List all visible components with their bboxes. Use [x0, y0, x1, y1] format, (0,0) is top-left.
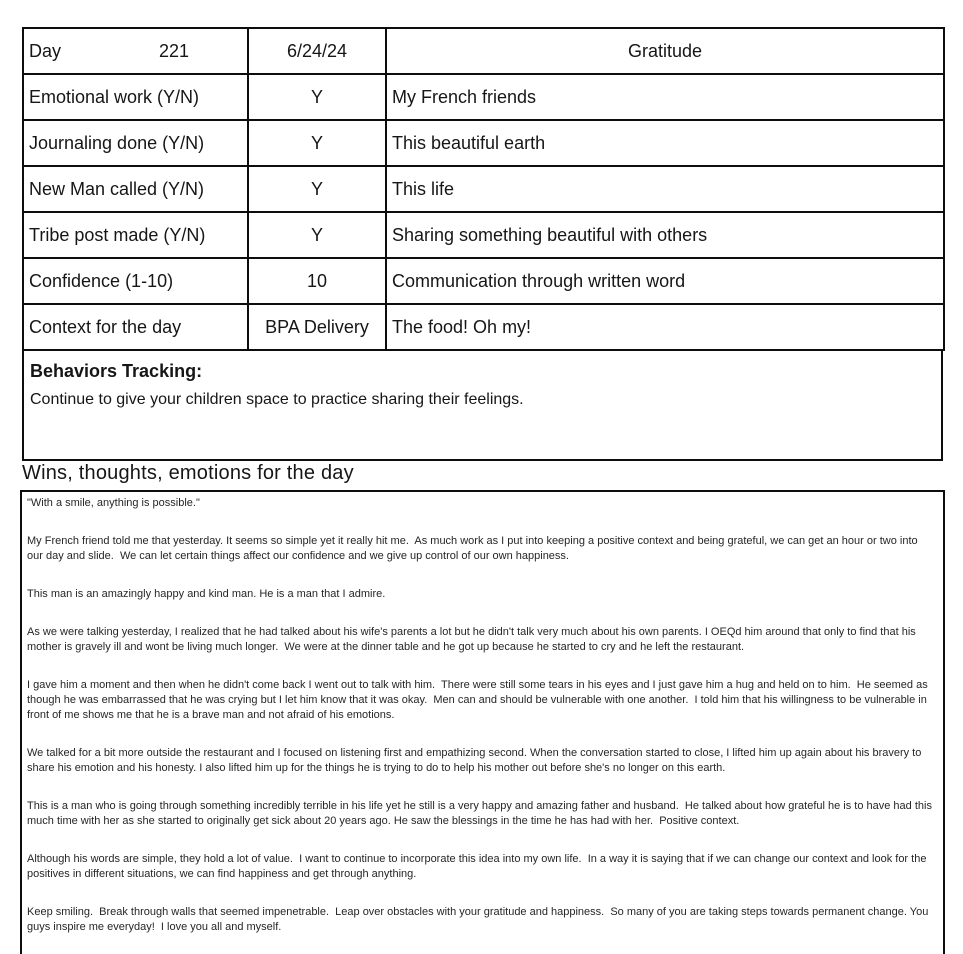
table-row-emotional-work — [23, 74, 944, 120]
day-label: Day — [29, 40, 62, 61]
gratitude-entry: Sharing something beautiful with others — [386, 212, 944, 258]
journal-paragraph-quote: "With a smile, anything is possible." — [27, 497, 200, 509]
wins-section-heading: Wins, thoughts, emotions for the day — [22, 462, 354, 484]
journal-paragraph: We talked for a bit more outside the restaurant and I focused on listening first and empathizing second. When the conversation started to close, I lifted him up again about his bravery to share his emotion and his honesty. I also lifted him up for the things he is trying to do to help his mother out before she's no longer on this earth. — [27, 747, 925, 774]
table-row-confidence — [23, 258, 944, 304]
journal-paragraph: Keep smiling. Break through walls that seemed impenetrable. Leap over obstacles with your gratitude and happiness. So many of you are taking steps towards permanent change. You guys inspire me everyday! I love you all and myself. — [27, 906, 932, 933]
row-label: Context for the day — [23, 304, 248, 350]
journal-paragraph: As we were talking yesterday, I realized that he had talked about his wife's parents a lot but he didn't talk very much about his own parents. I OEQd him around that only to find that his mother is gravely ill and wont be living much longer. We were at the dinner table and he got up because he started to cry and he left the restaurant. — [27, 626, 919, 653]
row-label: New Man called (Y/N) — [23, 166, 248, 212]
row-label: Journaling done (Y/N) — [23, 120, 248, 166]
date-cell: 6/24/24 — [248, 28, 386, 74]
gratitude-column-header: Gratitude — [386, 28, 944, 74]
behaviors-tracking-title: Behaviors Tracking: — [30, 361, 203, 381]
behaviors-tracking-box — [22, 349, 943, 461]
table-row-tribe-post-made — [23, 212, 944, 258]
table-row-new-man-called — [23, 166, 944, 212]
table-row-journaling-done — [23, 120, 944, 166]
row-label: Emotional work (Y/N) — [23, 74, 248, 120]
journal-paragraph: I gave him a moment and then when he didn't come back I went out to talk with him. There were still some tears in his eyes and I just gave him a hug and held on to him. He seemed as though he was embarrassed that he was crying but I let him know that it was okay. Men can and should be vulnerable with one another. I told him that his willingness to be vulnerable in front of me shows me that he is a brave man and not afraid of his emotions. — [27, 679, 931, 721]
gratitude-entry: The food! Oh my! — [386, 304, 944, 350]
table-row-day — [23, 28, 944, 74]
table-row-context — [23, 304, 944, 350]
gratitude-entry: This beautiful earth — [386, 120, 944, 166]
row-value: BPA Delivery — [248, 304, 386, 350]
journal-entry-box — [20, 490, 945, 954]
gratitude-entry: My French friends — [386, 74, 944, 120]
journal-paragraph: My French friend told me that yesterday. It seems so simple yet it really hit me. As much work as I put into keeping a positive context and being grateful, we can get an hour or two into our day and slide. We can let certain things affect our confidence and we give up control of our own happiness. — [27, 535, 921, 562]
journal-paragraph: This is a man who is going through something incredibly terrible in his life yet he still is a very happy and amazing father and husband. He talked about how grateful he is to have had this much time with her as she started to originally get sick about 20 years ago. He saw the blessings in the time he has had with her. Positive context. — [27, 800, 936, 827]
behaviors-tracking-note: Continue to give your children space to practice sharing their feelings. — [30, 391, 524, 408]
row-label: Tribe post made (Y/N) — [23, 212, 248, 258]
journal-paragraph: Although his words are simple, they hold a lot of value. I want to continue to incorporate this idea into my own life. In a way it is saying that if we can change our context and look for the positives in different situations, we can find happiness and get through anything. — [27, 853, 930, 880]
row-label: Confidence (1-10) — [23, 258, 248, 304]
row-value: Y — [248, 166, 386, 212]
gratitude-entry: Communication through written word — [386, 258, 944, 304]
row-value: 10 — [248, 258, 386, 304]
row-value: Y — [248, 120, 386, 166]
row-value: Y — [248, 212, 386, 258]
journal-paragraph: This man is an amazingly happy and kind man. He is a man that I admire. — [27, 588, 386, 600]
day-number: 221 — [158, 40, 190, 61]
gratitude-entry: This life — [386, 166, 944, 212]
row-value: Y — [248, 74, 386, 120]
daily-tracker-table — [22, 27, 945, 351]
